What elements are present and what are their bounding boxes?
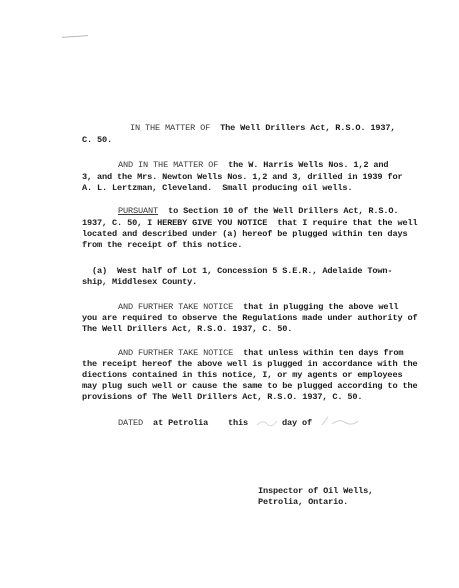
matter-2-line-2: 3, and the Mrs. Newton Wells Nos. 1,2 and 3, drilled in 1939 for [82,172,403,182]
matter-1-line-2: C. 50. [82,135,113,145]
further-2-line-3: diections contained in this notice, I, or my agents or employees [82,370,403,380]
blank-day-mark [255,416,279,428]
signature-place: Petrolia, Ontario. [258,497,349,507]
further-2-line-5: provisions of The Well Drillers Act, R.S.O. 1937, C. 50. [82,392,363,402]
matter-2-line-1: AND IN THE MATTER OF the W. Harris Wells Nos. 1,2 and [118,160,389,170]
further-2-line-1: AND FURTHER TAKE NOTICE that unless within ten days from [118,348,404,358]
matter-1-line-1: IN THE MATTER OF The Well Drillers Act, R.S.O. 1937, [130,123,396,133]
item-a-line-1: (a) West half of Lot 1, Concession 5 S.E.R., Adelaide Town- [92,266,393,276]
matter-2-line-3: A. L. Lertzman, Cleveland. Small producing oil wells. [82,183,353,193]
further-1-line-2: you are required to observe the Regulations made under authority of [82,313,418,323]
further-2-line-2: the receipt hereof the above well is plugged in accordance with the [82,359,418,369]
further-2-line-4: may plug such well or cause the same to be plugged according to the [82,381,418,391]
dated-this-label: this [228,418,249,428]
pursuant-line-3: located and described under (a) hereof be plugged within ten days [82,229,408,239]
signature-title: Inspector of Oil Wells, [258,486,374,496]
further-1-line-3: The Well Drillers Act, R.S.O. 1937, C. 50. [82,324,293,334]
further-1-line-1: AND FURTHER TAKE NOTICE that in plugging the above well [118,302,399,312]
dated-line: DATED at Petrolia [118,418,209,428]
pursuant-line-4: from the receipt of this notice. [82,240,243,250]
dated-day-of-label: day of [282,418,313,428]
margin-pencil-mark [62,35,88,41]
blank-month-mark [320,414,360,428]
pursuant-line-2: 1937, C. 50, I HEREBY GIVE YOU NOTICE that I require that the well [82,218,418,228]
pursuant-line-1: PURSUANT to Section 10 of the Well Drillers Act, R.S.O. [118,206,399,216]
item-a-line-2: ship, Middlesex County. [82,277,198,287]
